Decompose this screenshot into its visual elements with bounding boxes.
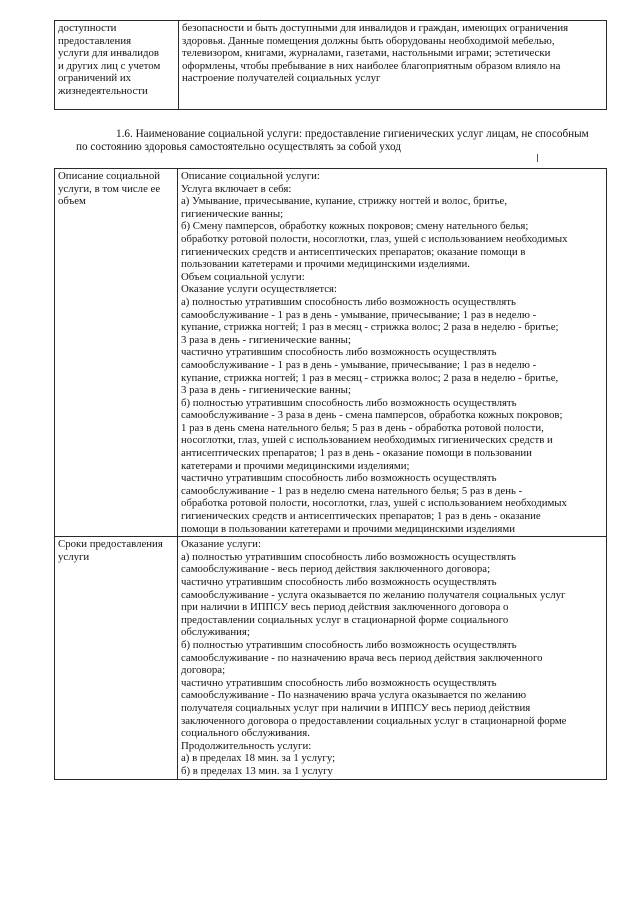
description-line: гигиенических средств и антисептических препаратов; оказание помощи в: [181, 245, 526, 258]
description-line: купание, стрижка ногтей; 1 раз в месяц - стрижка волос; 2 раза в неделю - бритье,: [181, 371, 559, 384]
description-line: обслуживания;: [181, 626, 250, 639]
label-line: и других лиц с учетом: [58, 59, 161, 72]
section-heading-line: 1.6. Наименование социальной услуги: предоставление гигиенических услуг лицам, не способным: [116, 128, 589, 140]
description-line: антисептических препаратов; 1 раз в день - оказание помощи в пользовании: [181, 447, 532, 460]
table-row: [55, 21, 607, 110]
description-line: а) в пределах 18 мин. за 1 услугу;: [181, 752, 336, 765]
description-line: гигиенические ванны;: [181, 207, 284, 220]
table-row: [55, 537, 607, 779]
description-line: помощи в пользовании катетерами и прочими медицинскими изделиями: [181, 522, 516, 535]
description-line: социального обслуживания.: [181, 727, 310, 740]
service-table: [54, 168, 607, 780]
label-line: Сроки предоставления: [58, 538, 163, 551]
description-line: катетерами и прочими медицинскими изделиями;: [181, 459, 410, 472]
description-line: самообслуживание - весь период действия заключенного договора;: [181, 563, 491, 576]
description-line: предоставлении социальных услуг в стационарной форме социального: [181, 613, 509, 626]
description-line: 3 раза в день - гигиенические ванны;: [181, 333, 351, 346]
description-line: заключенного договора о предоставлении социальных услуг в стационарной форме: [181, 714, 567, 727]
label-cell: [55, 169, 178, 537]
label-cell: [55, 537, 178, 779]
description-line: обработку ротовой полости, носоглотки, глаз, ушей с использованием необходимых: [181, 232, 568, 245]
description-line: купание, стрижка ногтей; 1 раз в месяц - стрижка волос; 2 раза в неделю - бритье;: [181, 321, 559, 334]
description-line: телевизором, книгами, журналами, газетами, настольными играми; эстетически: [182, 47, 551, 60]
description-line: частично утратившим способность либо возможность осуществлять: [181, 472, 497, 485]
label-line: услуги, в том числе ее: [58, 182, 161, 195]
description-line: обработка ротовой полости, носоглотки, глаз, ушей с использованием необходимых: [181, 497, 567, 510]
description-line: Описание социальной услуги:: [181, 170, 320, 182]
label-line: доступности: [58, 22, 117, 34]
label-cell: [55, 21, 179, 110]
label-line: жизнедеятельности: [58, 84, 148, 97]
section-heading-line: по состоянию здоровья самостоятельно осуществлять за собой уход: [76, 141, 401, 153]
description-line: здоровья. Данные помещения должны быть оборудованы необходимой мебелью,: [182, 34, 555, 47]
description-line: Объем социальной услуги:: [181, 270, 305, 283]
description-line: оформлены, чтобы пребывание в них наиболее благоприятным образом влияло на: [182, 59, 561, 72]
description-cell: [179, 21, 607, 110]
label-line: объем: [58, 195, 86, 208]
description-line: самообслуживание - По назначению врача услуга оказывается по желанию: [181, 689, 527, 702]
description-line: носоглотки, глаз, ушей с использованием необходимых гигиенических средств и: [181, 434, 553, 447]
description-line: 3 раза в день - гигиенические ванны;: [181, 384, 351, 397]
description-line: самообслуживание - 1 раз в день - умывание, причесывание; 1 раз в неделю -: [181, 308, 537, 321]
description-line: б) полностью утратившим способность либо возможность осуществлять: [181, 396, 517, 409]
description-line: частично утратившим способность либо возможность осуществлять: [181, 676, 497, 689]
label-line: предоставления: [58, 34, 132, 47]
label-line: ограничений их: [58, 72, 132, 85]
description-line: Услуга включает в себя:: [181, 182, 292, 195]
label-line: услуги: [58, 550, 90, 563]
table-row: [55, 169, 607, 537]
description-line: а) полностью утратившим способность либо возможность осуществлять: [181, 295, 516, 308]
description-cell: [178, 537, 607, 779]
description-line: безопасности и быть доступными для инвалидов и граждан, имеющих ограничения: [182, 22, 569, 34]
description-line: а) Умывание, причесывание, купание, стрижку ногтей и волос, бритье,: [181, 195, 508, 208]
description-line: 1 раз в день смена нательного белья; 5 раз в день - обработка ротовой полости,: [181, 421, 544, 434]
description-line: а) полностью утратившим способность либо возможность осуществлять: [181, 550, 516, 563]
description-line: самообслуживание - 1 раз в день - умывание, причесывание; 1 раз в неделю -: [181, 358, 537, 371]
scan-mark: [537, 154, 538, 162]
description-line: договора;: [181, 664, 226, 677]
section-heading: [76, 128, 604, 154]
description-line: при наличии в ИППСУ весь период действия заключенного договора о: [181, 601, 509, 614]
description-line: Оказание услуги осуществляется:: [181, 283, 337, 296]
description-line: Оказание услуги:: [181, 538, 261, 551]
description-line: частично утратившим способность либо возможность осуществлять: [181, 346, 497, 359]
description-line: самообслуживание - услуга оказывается по желанию получателя социальных услуг: [181, 588, 566, 601]
description-line: б) Смену памперсов, обработку кожных покровов; смену нательного белья;: [181, 220, 529, 233]
description-line: получателя социальных услуг при наличии в ИППСУ весь период действия: [181, 701, 531, 714]
description-line: самообслуживание - 3 раза в день - смена памперсов, обработка кожных покровов;: [181, 409, 563, 422]
top-table: [54, 20, 607, 110]
description-line: самообслуживание - по назначению врача весь период действия заключенного: [181, 651, 543, 664]
label-line: Описание социальной: [58, 170, 161, 182]
description-line: б) полностью утратившим способность либо возможность осуществлять: [181, 638, 517, 651]
description-line: б) в пределах 13 мин. за 1 услугу: [181, 764, 333, 777]
description-line: пользовании катетерами и прочими медицинскими изделиями.: [181, 258, 470, 271]
description-cell: [178, 169, 607, 537]
description-line: самообслуживание - 1 раз в неделю смена нательного белья; 5 раз в день -: [181, 484, 523, 497]
label-line: услуги для инвалидов: [58, 47, 159, 60]
description-line: частично утратившим способность либо возможность осуществлять: [181, 576, 497, 588]
description-line: гигиенических средств и антисептических препаратов; 1 раз в день - оказание: [181, 510, 541, 523]
description-line: Продолжительность услуги:: [181, 739, 312, 752]
description-line: настроение получателей социальных услуг: [182, 72, 381, 85]
